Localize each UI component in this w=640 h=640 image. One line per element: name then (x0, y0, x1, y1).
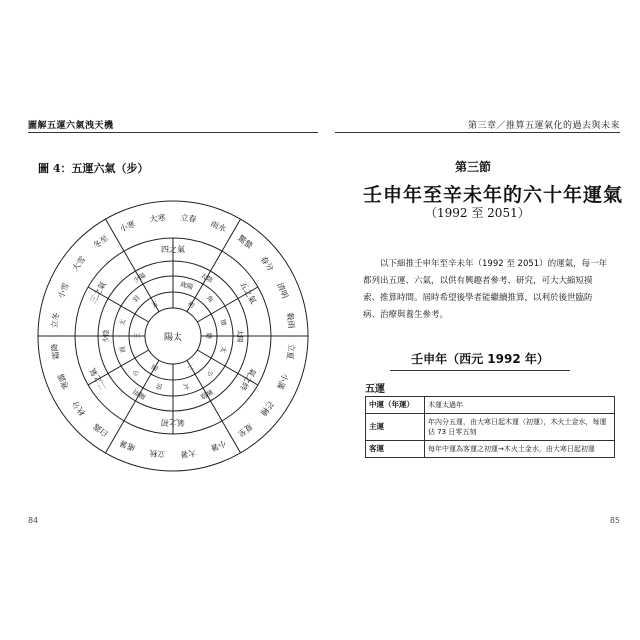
solar-term-label: 小暑 (209, 438, 228, 453)
qi-step-label: 三之氣 (88, 280, 108, 306)
solar-term-label: 清明 (275, 281, 290, 300)
solar-term-label: 處暑 (118, 438, 137, 453)
sub-heading-five-movements: 五運 (365, 384, 385, 395)
header-rule-right (335, 132, 620, 133)
table-key: 客運 (366, 441, 425, 458)
solar-term-label: 立冬 (49, 312, 62, 330)
middle-ring-label: 太 (182, 381, 191, 391)
section-years: （1992 至 2051） (425, 206, 530, 220)
left-page (28, 118, 318, 533)
middle-ring-label: 角 (204, 294, 215, 305)
year-heading: 壬申年（西元 1992 年） (411, 352, 549, 366)
inner-ring-label: 四 (150, 362, 160, 373)
solar-term-label: 立春 (179, 212, 197, 225)
solar-term-label: 雨水 (209, 219, 228, 234)
inner-ring-label: 初 (186, 299, 196, 310)
solar-term-label: 小雪 (56, 281, 71, 300)
inner-ring-label: 終 (205, 332, 213, 340)
solar-term-label: 芒種 (258, 399, 276, 418)
solar-term-label: 春分 (258, 254, 276, 273)
solar-term-label: 大暑 (179, 447, 197, 460)
stacked-ring-label: 少陰 (102, 329, 110, 343)
inner-ring-label: 五 (150, 299, 160, 310)
middle-ring-label: 少 (204, 367, 215, 378)
solar-term-label: 穀雨 (284, 312, 297, 330)
right-page (335, 118, 624, 533)
body-paragraph (363, 256, 608, 324)
stacked-ring-label: 陽明 (131, 387, 148, 401)
running-head-left: 圖解五運六氣洩天機 (28, 121, 114, 131)
solar-term-label: 立秋 (149, 447, 167, 460)
solar-term-label: 小寒 (118, 219, 137, 234)
table-key: 中運（年運） (366, 397, 425, 414)
middle-ring-label: 少 (131, 367, 142, 378)
middle-ring-label: 羽 (131, 294, 142, 305)
solar-term-label: 驚蟄 (236, 233, 255, 251)
solar-term-label: 大雪 (70, 254, 88, 273)
stacked-ring-label: 太陽 (236, 329, 244, 343)
solar-term-label: 立夏 (284, 342, 297, 360)
middle-ring-label: 太 (218, 345, 228, 354)
middle-ring-label: 徵 (218, 318, 228, 327)
running-head-right: 第三章／推算五運氣化的過去與未來 (467, 121, 620, 131)
table-row (366, 397, 615, 414)
table-value: 年內分五運，由大寒日起木運（初運），木火土金水，每運佔 73 日零五刻 (425, 414, 615, 441)
wheel-center-label: 陽太 (163, 333, 183, 343)
qi-step-label: 二之氣 (88, 366, 108, 392)
qi-step-label: 氣之終 (238, 366, 258, 392)
solar-term-label: 小滿 (275, 372, 290, 391)
solar-term-label: 大寒 (149, 212, 167, 225)
stacked-ring-label: 少陽 (131, 271, 148, 285)
solar-term-label: 冬至 (91, 233, 110, 251)
table-row (366, 414, 615, 441)
five-movements-table (365, 396, 615, 458)
section-title: 壬申年至辛未年的六十年運氣 (363, 184, 624, 206)
middle-ring-label: 太 (118, 318, 128, 327)
table-value: 每年中運為客運之初運→木火土金水，由大寒日起初運 (425, 441, 615, 458)
figure-caption: 圖 4：五運六氣（步） (38, 162, 149, 175)
solar-term-label: 白露 (91, 421, 110, 439)
middle-ring-label: 商 (118, 345, 128, 354)
inner-ring-label: 二 (186, 362, 196, 373)
solar-term-label: 寒露 (56, 372, 71, 391)
page-number-left: 84 (28, 516, 39, 525)
header-rule-left (28, 132, 318, 133)
qi-step-label: 五之氣 (238, 280, 258, 306)
stacked-ring-label: 太陰 (198, 271, 215, 285)
table-value: 木運太過年 (425, 397, 615, 414)
table-key: 主運 (366, 414, 425, 441)
middle-ring-label: 歲陽 (179, 280, 194, 292)
qi-step-label: 氣之初 (161, 418, 185, 427)
page-number-right: 85 (609, 516, 620, 525)
solar-term-label: 夏至 (236, 421, 255, 439)
qi-step-label: 四之氣 (161, 245, 185, 254)
body-text: 以下細推壬申年至辛未年（1992 至 2051）的運氣，每一年都列出五運、六氣，以供有興趣者參考、研究，可大大縮短摸索、推算時間。屆時希望後學者能繼續推算，以利於後世臨防病、治療與養生參考。 (363, 259, 608, 320)
year-heading-rule (390, 370, 570, 371)
five-movements-six-qi-wheel (33, 196, 313, 476)
stacked-ring-label: 厥陰 (198, 387, 215, 401)
inner-ring-label: 三 (133, 332, 141, 340)
middle-ring-label: 宮 (155, 381, 164, 391)
table-row (366, 441, 615, 458)
section-label: 第三節 (455, 160, 492, 174)
solar-term-label: 霜降 (49, 342, 62, 360)
solar-term-label: 秋分 (70, 399, 88, 418)
